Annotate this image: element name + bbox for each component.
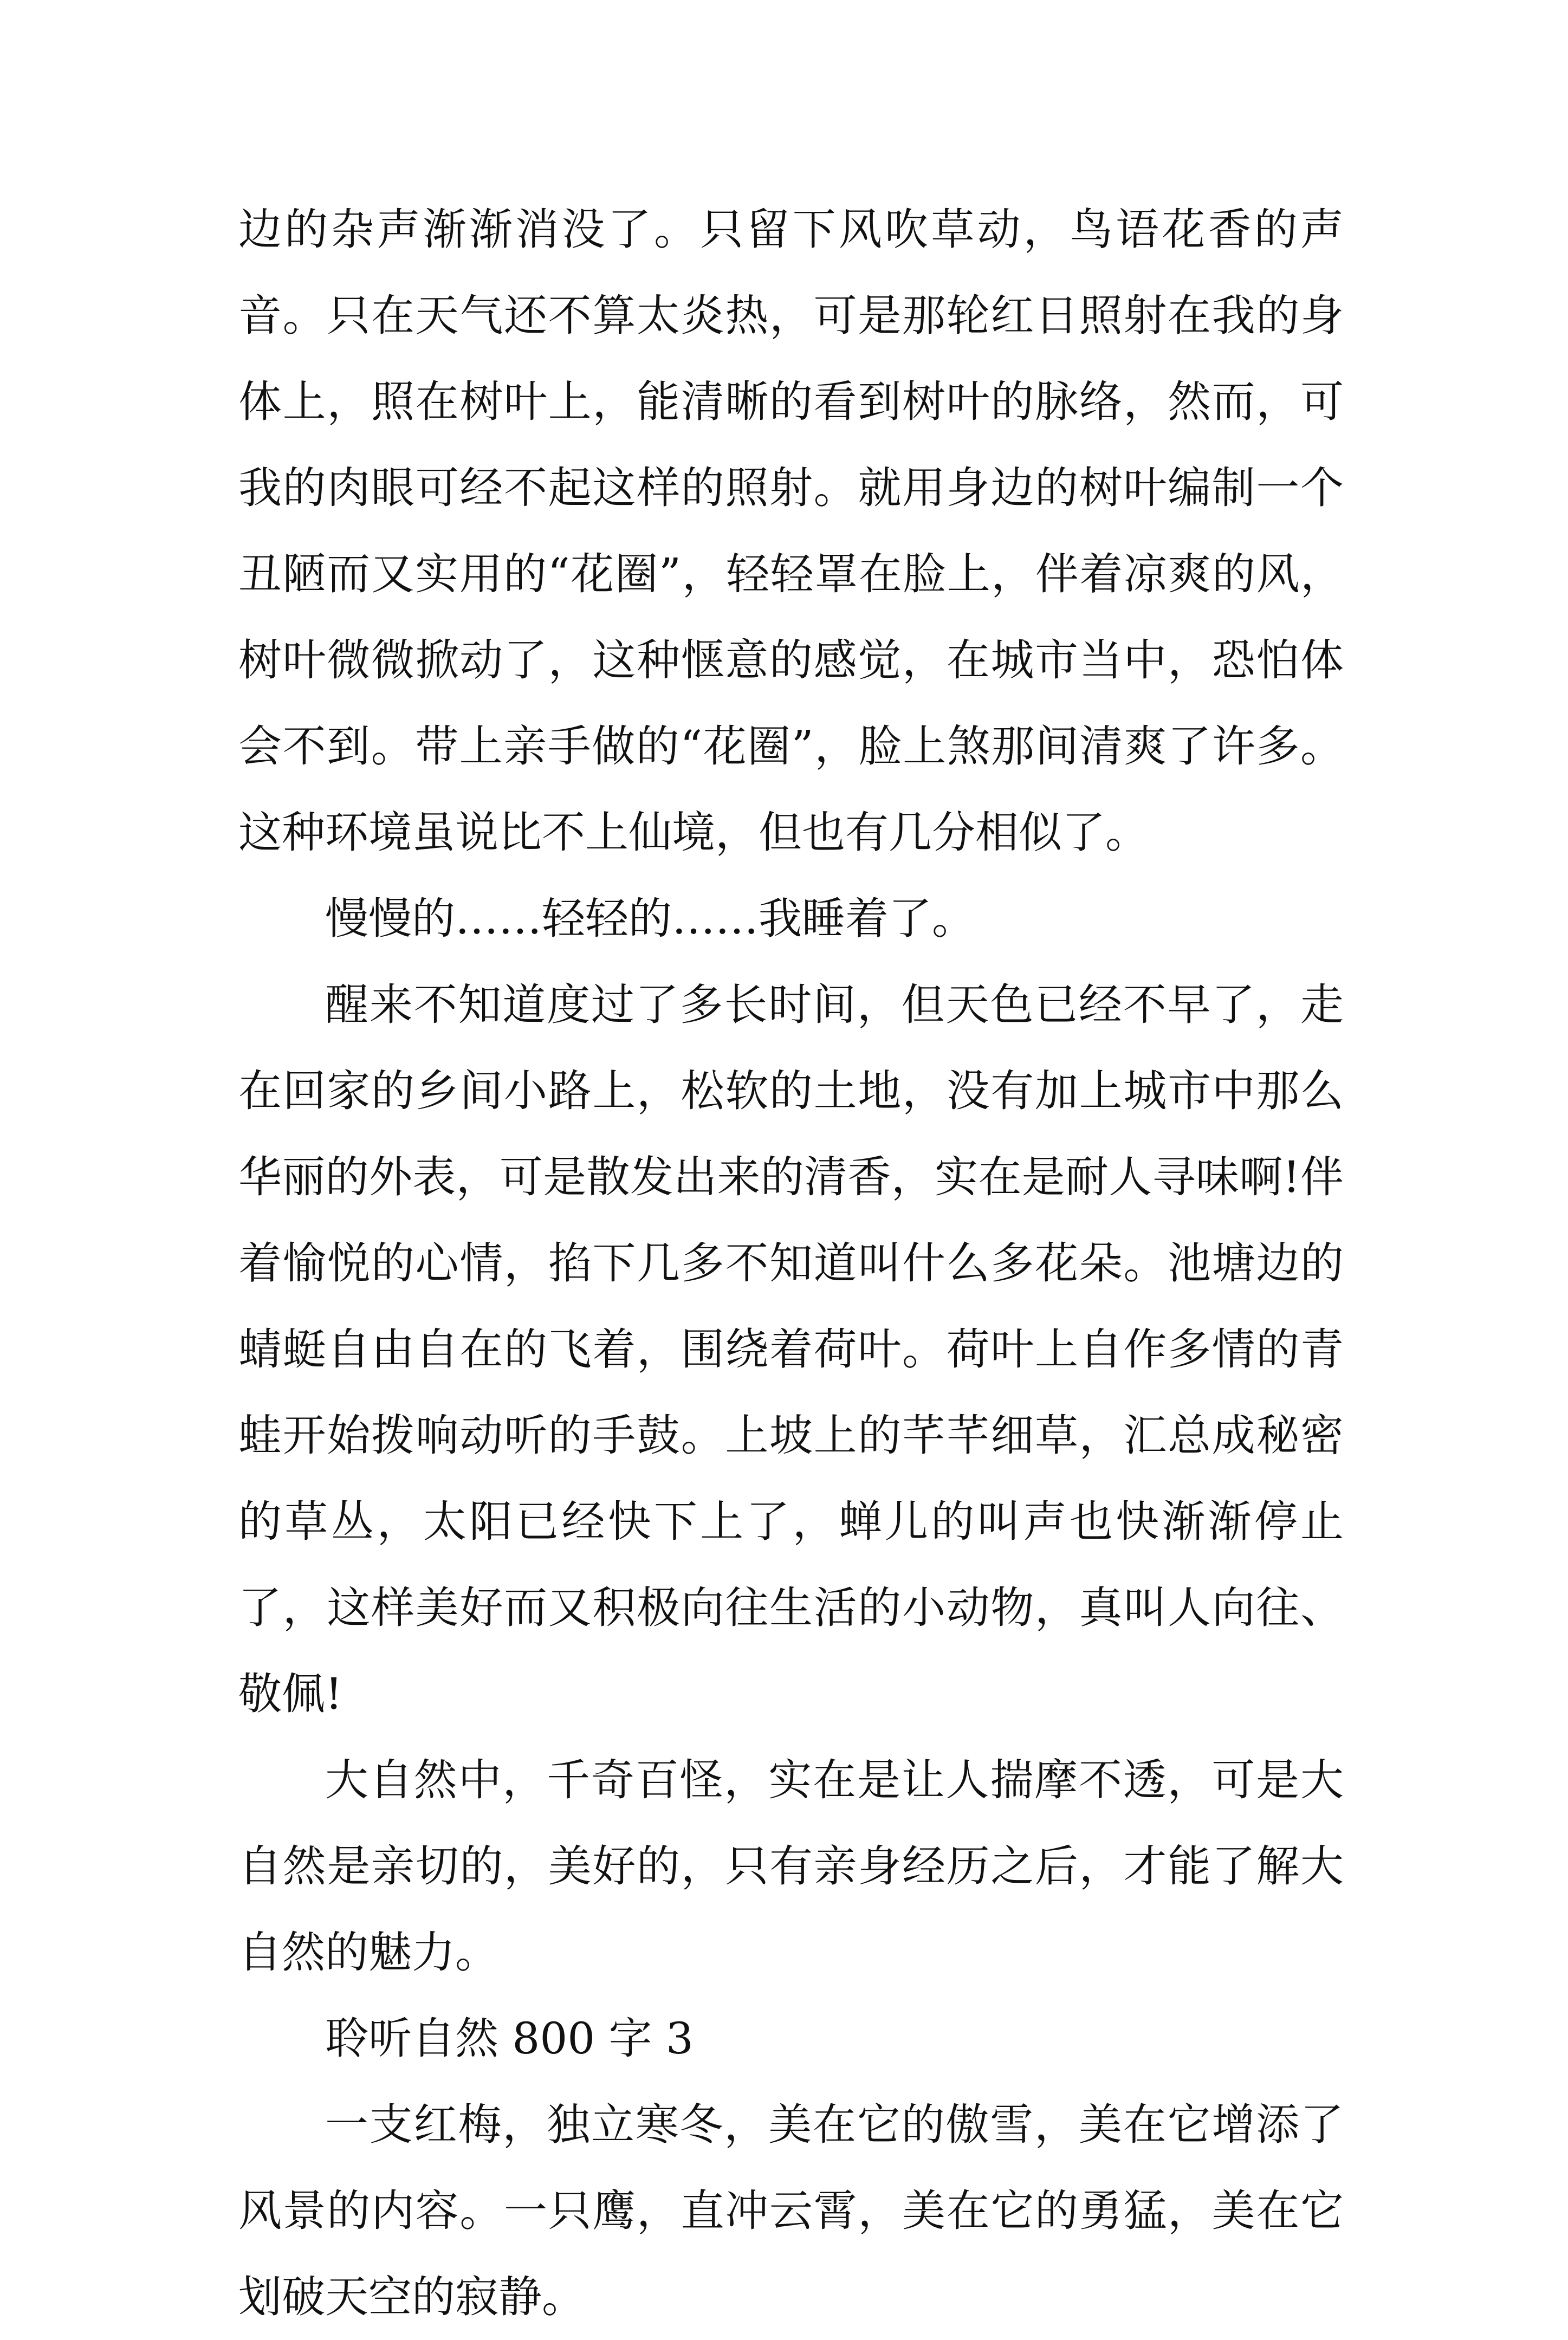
paragraph: 边的杂声渐渐消没了。只留下风吹草动，鸟语花香的声音。只在天气还不算太炎热，可是那轮红日照射在我的身体上，照在树叶上，能清晰的看到树叶的脉络，然而，可我的肉眼可经不起这样的照射。就用身边的树叶编制一个丑陋而又实用的“花圈”，轻轻罩在脸上，伴着凉爽的风，树叶微微掀动了，这种惬意的感觉，在城市当中，恐怕体会不到。带上亲手做的“花圈”，脸上煞那间清爽了许多。这种环境虽说比不上仙境，但也有几分相似了。 xyxy=(238,204,1344,858)
paragraph: 大自然中，千奇百怪，实在是让人揣摩不透，可是大自然是亲切的，美好的，只有亲身经历之后，才能了解大自然的魅力。 xyxy=(238,1755,1344,1978)
document-body xyxy=(238,186,1344,2340)
section-heading: 聆听自然 800 字 3 xyxy=(325,2013,694,2064)
paragraph: 慢慢的……轻轻的……我睡着了。 xyxy=(325,893,975,944)
paragraph: 一支红梅，独立寒冬，美在它的傲雪，美在它增添了风景的内容。一只鹰，直冲云霄，美在它的勇猛，美在它划破天空的寂静。 xyxy=(238,2099,1344,2322)
paragraph: 醒来不知道度过了多长时间，但天色已经不早了，走在回家的乡间小路上，松软的土地，没有加上城市中那么华丽的外表，可是散发出来的清香，实在是耐人寻味啊!伴着愉悦的心情，掐下几多不知道叫什么多花朵。池塘边的蜻蜓自由自在的飞着，围绕着荷叶。荷叶上自作多情的青蛙开始拨响动听的手鼓。上坡上的芊芊细草，汇总成秘密的草丛，太阳已经快下上了，蝉儿的叫声也快渐渐停止了，这样美好而又积极向往生活的小动物，真叫人向往、敬佩! xyxy=(238,980,1344,1719)
